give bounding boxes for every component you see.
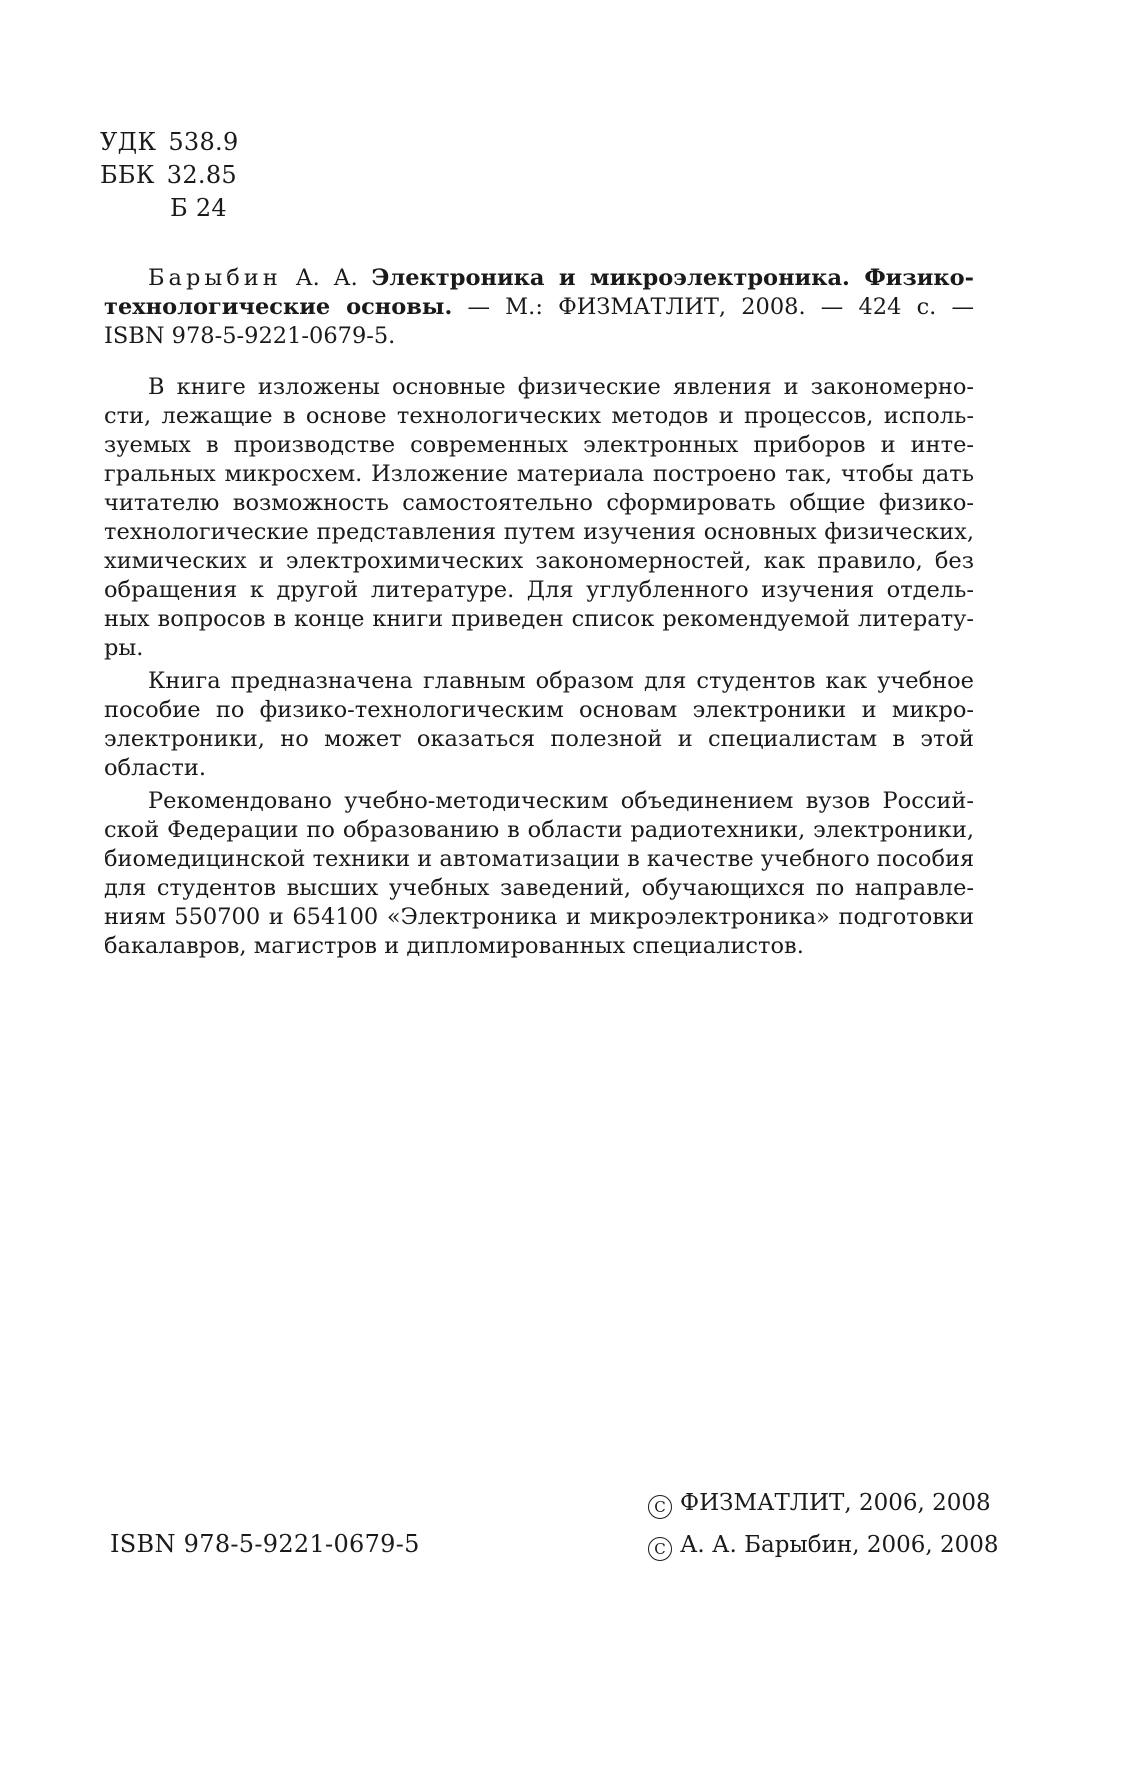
isbn-inline: ISBN 978-5-9221-0679-5.	[104, 323, 396, 349]
copyright-publisher	[648, 1482, 999, 1524]
isbn-footer: ISBN 978-5-9221-0679-5	[110, 1530, 420, 1558]
text-line: читателю возможность самостоятельно сформировать общие физико-	[104, 490, 974, 516]
text-line: Рекомендовано учебно-методическим объединением вузов Россий-	[148, 788, 974, 814]
author-surname: Барыбин	[148, 265, 282, 291]
text-line: химических и электрохимических закономерностей, как правило, без	[104, 548, 974, 574]
author-initials: А. А.	[295, 265, 358, 291]
text-line: Книга предназначена главным образом для студентов как учебное	[148, 668, 974, 694]
body-text	[104, 264, 974, 961]
text-line: области.	[104, 755, 206, 781]
text-line: бакалавров, магистров и дипломированных специалистов.	[104, 933, 804, 959]
author-mark: Б 24	[170, 194, 228, 222]
imprint: — М.: ФИЗМАТЛИТ, 2008. — 424 с. —	[467, 294, 974, 320]
annotation-paragraph-2	[104, 667, 974, 783]
text-line: ниям 550700 и 654100 «Электроника и микроэлектроника» подготовки	[104, 904, 974, 930]
bbk-label: ББК	[100, 161, 155, 189]
text-line: ры.	[104, 635, 144, 661]
text-line: биомедицинской техники и автоматизации в качестве учебного пособия	[104, 846, 974, 872]
copyright-icon: C	[648, 1495, 672, 1519]
classification-codes	[100, 126, 239, 225]
bib-line-2	[104, 293, 974, 322]
text-line: зуемых в производстве современных электронных приборов и инте-	[104, 432, 974, 458]
udk-label: УДК	[100, 128, 157, 156]
text-line: ской Федерации по образованию в области радиотехники, электроники,	[104, 817, 974, 843]
text-line: пособие по физико-технологическим основам электроники и микро-	[104, 697, 974, 723]
bib-line-3	[104, 322, 974, 351]
book-title-continued: технологические основы.	[104, 294, 453, 320]
udk-code	[100, 126, 239, 159]
bib-line-1	[148, 264, 974, 293]
text-line: В книге изложены основные физические явления и закономерно-	[148, 374, 974, 400]
annotation-paragraph-3	[104, 787, 974, 961]
copyright-publisher-text: ФИЗМАТЛИТ, 2006, 2008	[680, 1490, 991, 1516]
bbk-value: 32.85	[166, 161, 237, 189]
text-line: ных вопросов в конце книги приведен список рекомендуемой литерату-	[104, 606, 974, 632]
annotation-paragraph-1	[104, 373, 974, 663]
udk-value: 538.9	[168, 128, 239, 156]
copyright-author	[648, 1524, 999, 1566]
copyright-author-text: А. А. Барыбин, 2006, 2008	[680, 1532, 999, 1558]
copyright-icon: C	[648, 1537, 672, 1561]
text-line: технологические представления путем изучения основных физических,	[104, 519, 974, 545]
text-line: гральных микросхем. Изложение материала построено так, чтобы дать	[104, 461, 974, 487]
text-line: электроники, но может оказаться полезной и специалистам в этой	[104, 726, 974, 752]
copyright-block	[648, 1482, 999, 1566]
text-line: сти, лежащие в основе технологических методов и процессов, исполь-	[104, 403, 974, 429]
bibliographic-record	[104, 264, 974, 351]
text-line: обращения к другой литературе. Для углубленного изучения отдель-	[104, 577, 974, 603]
text-line: для студентов высших учебных заведений, обучающихся по направле-	[104, 875, 974, 901]
bbk-code	[100, 159, 239, 192]
book-title: Электроника и микроэлектроника. Физико-	[371, 265, 974, 291]
